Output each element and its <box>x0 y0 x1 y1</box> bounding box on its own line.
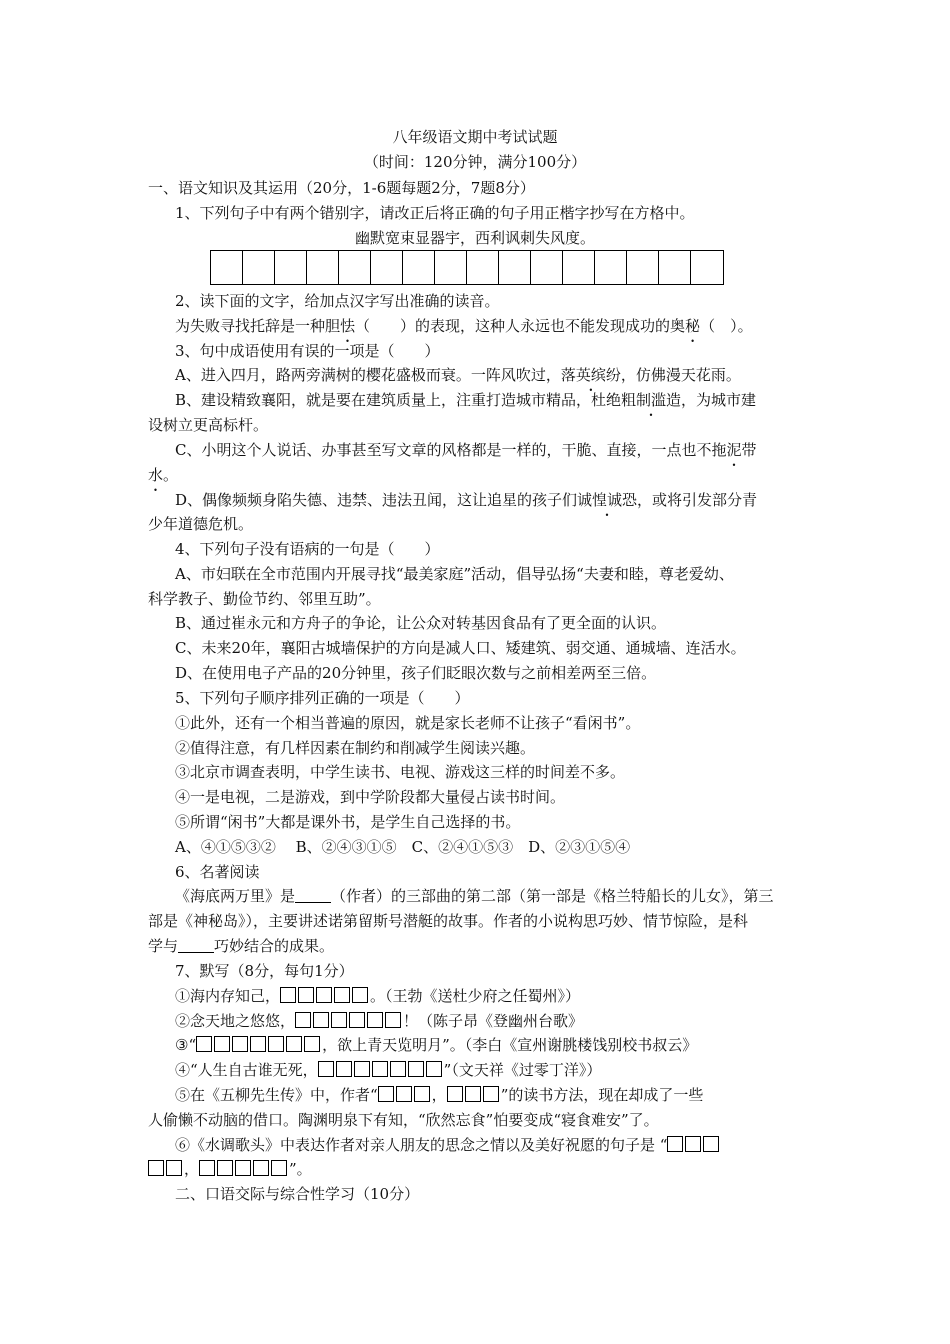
answer-box[interactable] <box>349 1012 365 1028</box>
answer-box[interactable] <box>378 1086 394 1102</box>
answer-box[interactable] <box>253 1160 269 1176</box>
answer-box[interactable] <box>304 1036 320 1052</box>
q4-option-a: A、市妇联在全市范围内开展寻找“最美家庭”活动，倡导弘扬“夫妻和睦，尊老爱幼、 <box>175 565 734 583</box>
dotted-char: 怯 <box>340 317 356 335</box>
answer-box[interactable] <box>235 1160 251 1176</box>
answer-box[interactable] <box>354 1061 370 1077</box>
answer-box[interactable] <box>352 987 368 1003</box>
q6-text: 巧妙结合的成果。 <box>214 937 335 955</box>
q7-text: ， <box>431 1086 447 1104</box>
dotted-char: 秘 <box>685 317 701 335</box>
answer-box[interactable] <box>217 1160 233 1176</box>
q7-text: ⑥《水调歌头》中表达作者对亲人朋友的思念之情以及美好祝愿的句子是 “ <box>175 1136 668 1154</box>
answer-box[interactable] <box>667 1136 683 1152</box>
q3-prompt: 3、句中成语使用有误的一项是（ ） <box>175 342 440 360</box>
q7-text: ⑤在《五柳先生传》中，作者“ <box>175 1086 378 1104</box>
q7-prompt: 7、默写（8分，每句1分） <box>175 962 354 980</box>
q3-option-d-cont: 少年道德危机。 <box>148 515 254 533</box>
q3-option-d <box>175 490 757 510</box>
answer-box[interactable] <box>271 1160 287 1176</box>
q2-text-part: 为失败寻找托辞是一种胆 <box>175 317 341 335</box>
q7-text: ， <box>184 1160 200 1178</box>
dotted-phrase: 水 <box>148 466 164 484</box>
answer-box[interactable] <box>280 987 296 1003</box>
q6-text: （作者）的三部曲的第二部（第一部是《格兰特船长的儿女》，第三 <box>331 887 774 905</box>
q4-option-a-cont: 科学教子、勤俭节约、邻里互助”。 <box>148 590 381 608</box>
q4-option-b: B、通过崔永元和方舟子的争论，让公众对转基因食品有了更全面的认识。 <box>175 614 667 632</box>
q5-prompt: 5、下列句子顺序排列正确的一项是（ ） <box>175 689 470 707</box>
q7-text: ③“ <box>175 1036 197 1054</box>
answer-box[interactable] <box>232 1036 248 1052</box>
q7-item-3 <box>175 1035 697 1055</box>
q7-text: ①海内存知己， <box>175 987 281 1005</box>
option-text: ，仿佛漫天花雨。 <box>620 366 741 384</box>
answer-box[interactable] <box>685 1136 701 1152</box>
q4-option-c: C、未来20年，襄阳古城墙保护的方向是减人口、矮建筑、弱交通、通城墙、连活水。 <box>175 639 746 657</box>
q5-sentence-5: ⑤所谓“闲书”大都是课外书，是学生自己选择的书。 <box>175 813 521 831</box>
section-1-heading: 一、语文知识及其运用（20分，1-6题每题2分，7题8分） <box>148 179 535 197</box>
answer-box[interactable] <box>372 1061 388 1077</box>
option-text: D、偶像频频身陷失德、违禁、违法丑闻，这让追星的孩子们 <box>175 491 578 509</box>
q2-text <box>175 316 753 336</box>
q7-item-6 <box>175 1135 721 1155</box>
option-text: ，为城市建 <box>681 391 757 409</box>
grid-cell <box>467 251 499 284</box>
answer-box[interactable] <box>298 987 314 1003</box>
option-text: C、小明这个人说话、办事甚至写文章的风格都是一样的，干脆、直接，一点也不 <box>175 441 712 459</box>
dotted-phrase: 落英缤纷 <box>560 366 621 384</box>
q6-text: 《海底两万里》是 <box>175 887 296 905</box>
q7-text: ”。 <box>289 1160 312 1178</box>
q3-option-a <box>175 365 741 385</box>
grid-cell <box>211 251 243 284</box>
q5-sentence-1: ①此外，还有一个相当普遍的原因，就是家长老师不让孩子“看闲书”。 <box>175 714 641 732</box>
answer-box[interactable] <box>385 1012 401 1028</box>
option-text: A、进入四月，路两旁满树的樱花盛极而衰。一阵风吹过， <box>175 366 561 384</box>
q4-option-d: D、在使用电子产品的20分钟里，孩子们眨眼次数与之前相差两至三倍。 <box>175 664 657 682</box>
q2-text-part: （ ）的表现，这种人永远也不能发现成功的奥 <box>355 317 686 335</box>
page-subtitle: （时间：120分钟，满分100分） <box>363 153 587 171</box>
option-text: ，或将引发部分青 <box>637 491 758 509</box>
answer-box[interactable] <box>331 1012 347 1028</box>
q6-line-3 <box>148 936 334 956</box>
answer-box[interactable] <box>199 1160 215 1176</box>
q1-prompt: 1、下列句子中有两个错别字，请改正后将正确的句子用正楷字抄写在方格中。 <box>175 204 695 222</box>
answer-box[interactable] <box>408 1061 424 1077</box>
answer-box[interactable] <box>148 1160 164 1176</box>
answer-box[interactable] <box>396 1086 412 1102</box>
q7-item-2 <box>175 1011 583 1031</box>
q7-item-5-cont: 人偷懒不动脑的借口。陶渊明泉下有知，“欣然忘食”怕要变成“寝食难安”了。 <box>148 1111 659 1129</box>
answer-box[interactable] <box>483 1086 499 1102</box>
q6-prompt: 6、名著阅读 <box>175 863 260 881</box>
q5-options: A、④①⑤③② B、②④③①⑤ C、②④①⑤③ D、②③①⑤④ <box>175 838 631 856</box>
q2-text-part: （ ）。 <box>700 317 753 335</box>
q5-sentence-2: ②值得注意，有几样因素在制约和削减学生阅读兴趣。 <box>175 739 536 757</box>
answer-box[interactable] <box>250 1036 266 1052</box>
answer-box[interactable] <box>447 1086 463 1102</box>
answer-box[interactable] <box>367 1012 383 1028</box>
q4-prompt: 4、下列句子没有语病的一句是（ ） <box>175 540 440 558</box>
option-text: 。 <box>163 466 179 484</box>
answer-box[interactable] <box>166 1160 182 1176</box>
dotted-phrase: 诚惶诚恐 <box>577 491 638 509</box>
q7-text: ，欲上青天览明月”。（李白《宣州谢朓楼饯别校书叔云》 <box>322 1036 698 1054</box>
grid-cell <box>371 251 403 284</box>
grid-cell <box>403 251 435 284</box>
grid-cell <box>531 251 563 284</box>
answer-box[interactable] <box>336 1061 352 1077</box>
dotted-phrase: 拖泥带 <box>711 441 757 459</box>
answer-box[interactable] <box>390 1061 406 1077</box>
grid-cell <box>243 251 275 284</box>
q1-sentence: 幽默宽束显器宇，西利讽刺失风度。 <box>354 229 595 247</box>
section-2-heading: 二、口语交际与综合性学习（10分） <box>175 1185 420 1203</box>
q3-option-b-cont: 设树立更高标杆。 <box>148 416 269 434</box>
q7-text: ④“人生自古谁无死， <box>175 1061 318 1079</box>
answer-box[interactable] <box>703 1136 719 1152</box>
q5-sentence-3: ③北京市调查表明，中学生读书、电视、游戏这三样的时间差不多。 <box>175 763 626 781</box>
grid-cell <box>275 251 307 284</box>
answer-box[interactable] <box>465 1086 481 1102</box>
answer-box[interactable] <box>414 1086 430 1102</box>
answer-box[interactable] <box>286 1036 302 1052</box>
grid-cell <box>627 251 659 284</box>
answer-grid <box>210 250 724 285</box>
q6-text: 学与 <box>148 937 179 955</box>
q7-text: ②念天地之悠悠， <box>175 1012 296 1030</box>
answer-box[interactable] <box>334 987 350 1003</box>
q7-text: 。（王勃《送杜少府之任蜀州》） <box>370 987 581 1005</box>
answer-box[interactable] <box>196 1036 212 1052</box>
answer-box[interactable] <box>268 1036 284 1052</box>
q3-option-c <box>175 440 757 460</box>
grid-cell <box>435 251 467 284</box>
answer-box[interactable] <box>214 1036 230 1052</box>
answer-box[interactable] <box>318 1061 334 1077</box>
answer-box[interactable] <box>313 1012 329 1028</box>
fill-blank[interactable] <box>178 938 214 953</box>
q7-text: ”的读书方法，现在却成了一些 <box>500 1086 704 1104</box>
q7-text: ！（陈子昂《登幽州台歌》 <box>403 1012 584 1030</box>
q2-prompt: 2、读下面的文字，给加点汉字写出准确的读音。 <box>175 292 500 310</box>
page-title: 八年级语文期中考试试题 <box>392 128 558 146</box>
grid-cell <box>691 251 723 284</box>
q3-option-c-cont <box>148 465 178 485</box>
answer-box[interactable] <box>316 987 332 1003</box>
q7-text: ”（文天祥《过零丁洋》） <box>443 1061 602 1079</box>
q5-sentence-4: ④一是电视，二是游戏，到中学阶段都大量侵占读书时间。 <box>175 788 566 806</box>
grid-cell <box>595 251 627 284</box>
q7-item-6-cont <box>148 1159 312 1179</box>
grid-cell <box>307 251 339 284</box>
answer-box[interactable] <box>295 1012 311 1028</box>
q6-line-2: 部是《神秘岛》），主要讲述诺第留斯号潜艇的故事。作者的小说构思巧妙、情节惊险，是科 <box>148 912 749 930</box>
grid-cell <box>659 251 691 284</box>
q7-item-1 <box>175 986 580 1006</box>
answer-box[interactable] <box>426 1061 442 1077</box>
grid-cell <box>563 251 595 284</box>
q3-option-b <box>175 390 756 410</box>
option-text: B、建设精致襄阳，就是要在建筑质量上，注重打造城市精品，杜绝 <box>175 391 622 409</box>
q7-item-5 <box>175 1085 703 1105</box>
fill-blank[interactable] <box>295 888 331 903</box>
dotted-phrase: 粗制滥造 <box>621 391 682 409</box>
q7-item-4 <box>175 1060 601 1080</box>
grid-cell <box>499 251 531 284</box>
grid-cell <box>339 251 371 284</box>
q6-line-1 <box>175 886 774 906</box>
